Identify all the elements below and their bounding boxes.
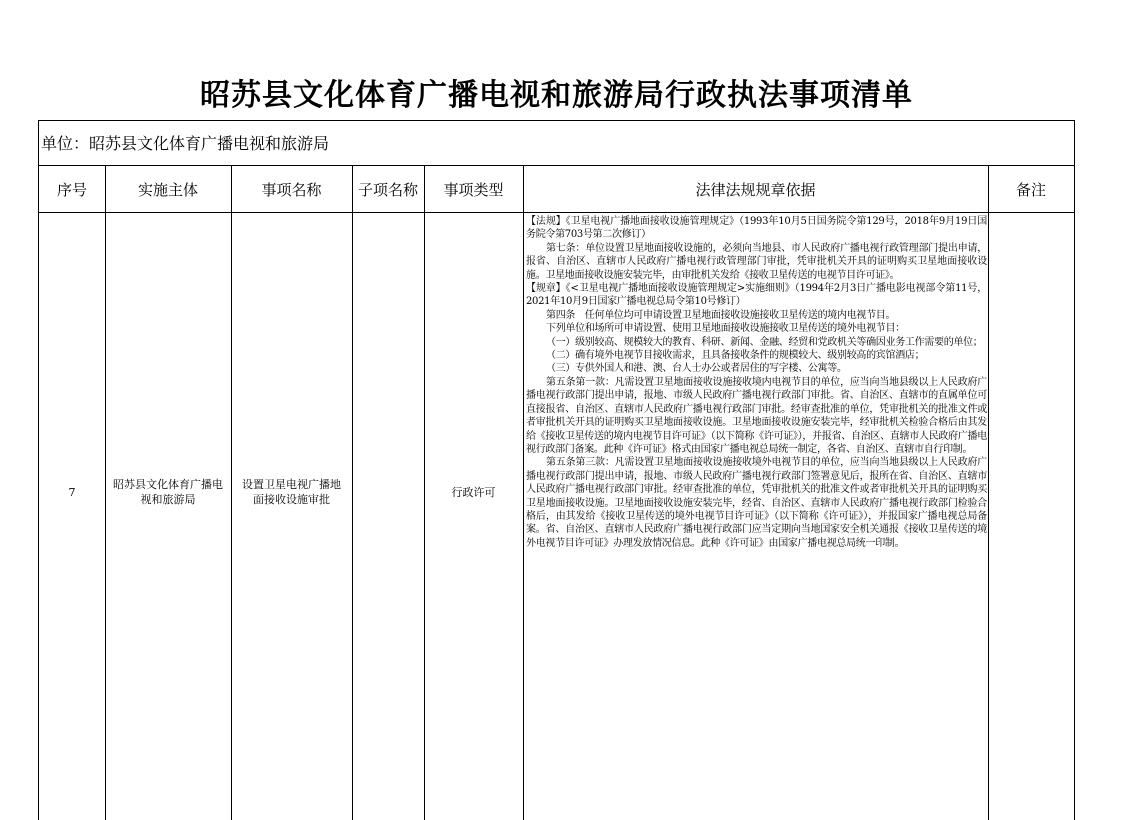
- cell-remarks: [988, 213, 1074, 771]
- legal-paragraph: 第五条第一款：凡需设置卫星地面接收设施接收境内电视节目的单位，应当向当地县级以上人民政府广播电视行政部门提出申请，报地、市级人民政府广播电视行政部门审批。省、自治区、直辖市的直属单位可直接报省、自治区、直辖市人民政府广播电视行政部门审批。经审查批准的单位，凭审批机关的批准文件或者审批机关开具的证明购买卫星地面接收设施。卫星地面接收设施安装完毕，经审批机关检验合格后由其发给《接收卫星传送的境内电视节目许可证》（以下简称《许可证》），并报省、自治区、直辖市人民政府广播电视行政部门备案。此种《许可证》格式由国家广播电视总局统一制定，各省、自治区、直辖市自行印制。: [526, 376, 987, 455]
- header-remarks: 备注: [1015, 180, 1046, 199]
- cell-legal-basis: [526, 215, 987, 550]
- table-header-row: [39, 166, 1074, 213]
- unit-label: 单位：昭苏县文化体育广播电视和旅游局: [39, 121, 1074, 166]
- page-title: 昭苏县文化体育广播电视和旅游局行政执法事项清单: [200, 78, 913, 113]
- cell-item-name: 设置卫星电视广播地面接收设施审批: [242, 478, 341, 506]
- cell-subject: 昭苏县文化体育广播电视和旅游局: [113, 478, 223, 506]
- legal-paragraph: （一）级别较高、规模较大的教育、科研、新闻、金融、经贸和党政机关等确因业务工作需要的单位；: [546, 336, 983, 348]
- cell-item-type: 行政许可: [451, 485, 496, 499]
- header-subject: 实施主体: [137, 180, 198, 199]
- header-seq: 序号: [56, 180, 87, 199]
- cell-seq: 7: [68, 485, 76, 499]
- header-item-type: 事项类型: [443, 180, 504, 199]
- legal-paragraph: 下列单位和场所可申请设置、使用卫星地面接收设施接收卫星传送的境外电视节目：: [546, 323, 905, 335]
- cell-sub-item: [352, 213, 424, 771]
- legal-paragraph: 第四条 任何单位均可申请设置卫星地面接收设施接收卫星传送的境内电视节目。: [546, 309, 896, 321]
- legal-paragraph: 第五条第三款：凡需设置卫星地面接收设施接收境外电视节目的单位，应当向当地县级以上人民政府广播电视行政部门提出申请，报地、市级人民政府广播电视行政部门签署意见后，报所在省、自治区、直辖市人民政府广播电视行政部门审批。经审查批准的单位，凭审批机关的批准文件或者审批机关开具的证明购买卫星地面接收设施。卫星地面接收设施安装完毕，经省、自治区、直辖市人民政府广播电视行政部门检验合格后，由其发给《接收卫星传送的境外电视节目许可证》（以下简称《许可证》），并报国家广播电视总局备案。省、自治区、直辖市人民政府广播电视行政部门应当定期向当地国家安全机关通报《接收卫星传送的境外电视节目许可证》办理发放情况信息。此种《许可证》由国家广播电视总局统一印制。: [526, 457, 987, 549]
- legal-paragraph: 【法规】《卫星电视广播地面接收设施管理规定》（1993年10月5日国务院令第129号，2018年9月19日国务院令第703号第二次修订）: [526, 216, 987, 241]
- legal-paragraph: （二）确有境外电视节目接收需求，且具备接收条件的规模较大、级别较高的宾馆酒店；: [546, 350, 925, 362]
- header-legal-basis: 法律法规规章依据: [695, 180, 816, 199]
- enforcement-table: [38, 120, 1075, 820]
- header-sub-item: 子项名称: [357, 180, 418, 199]
- legal-paragraph: （三）专供外国人和港、澳、台人士办公或者居住的写字楼、公寓等。: [546, 363, 847, 375]
- legal-paragraph: 【规章】《<卫星电视广播地面接收设施管理规定>实施细则》（1994年2月3日广播电影电视部令第11号，2021年10月9日国家广播电视总局令第10号修订）: [526, 283, 987, 308]
- legal-paragraph: 第七条：单位设置卫星地面接收设施的，必须向当地县、市人民政府广播电视行政管理部门提出申请，报省、自治区、直辖市人民政府广播电视行政管理部门审批，凭审批机关开具的证明购买卫星地面接收设施。卫星地面接收设施安装完毕，由审批机关发给《接收卫星传送的电视节目许可证》。: [526, 242, 987, 281]
- table-row: [39, 213, 1074, 820]
- header-item-name: 事项名称: [261, 180, 322, 199]
